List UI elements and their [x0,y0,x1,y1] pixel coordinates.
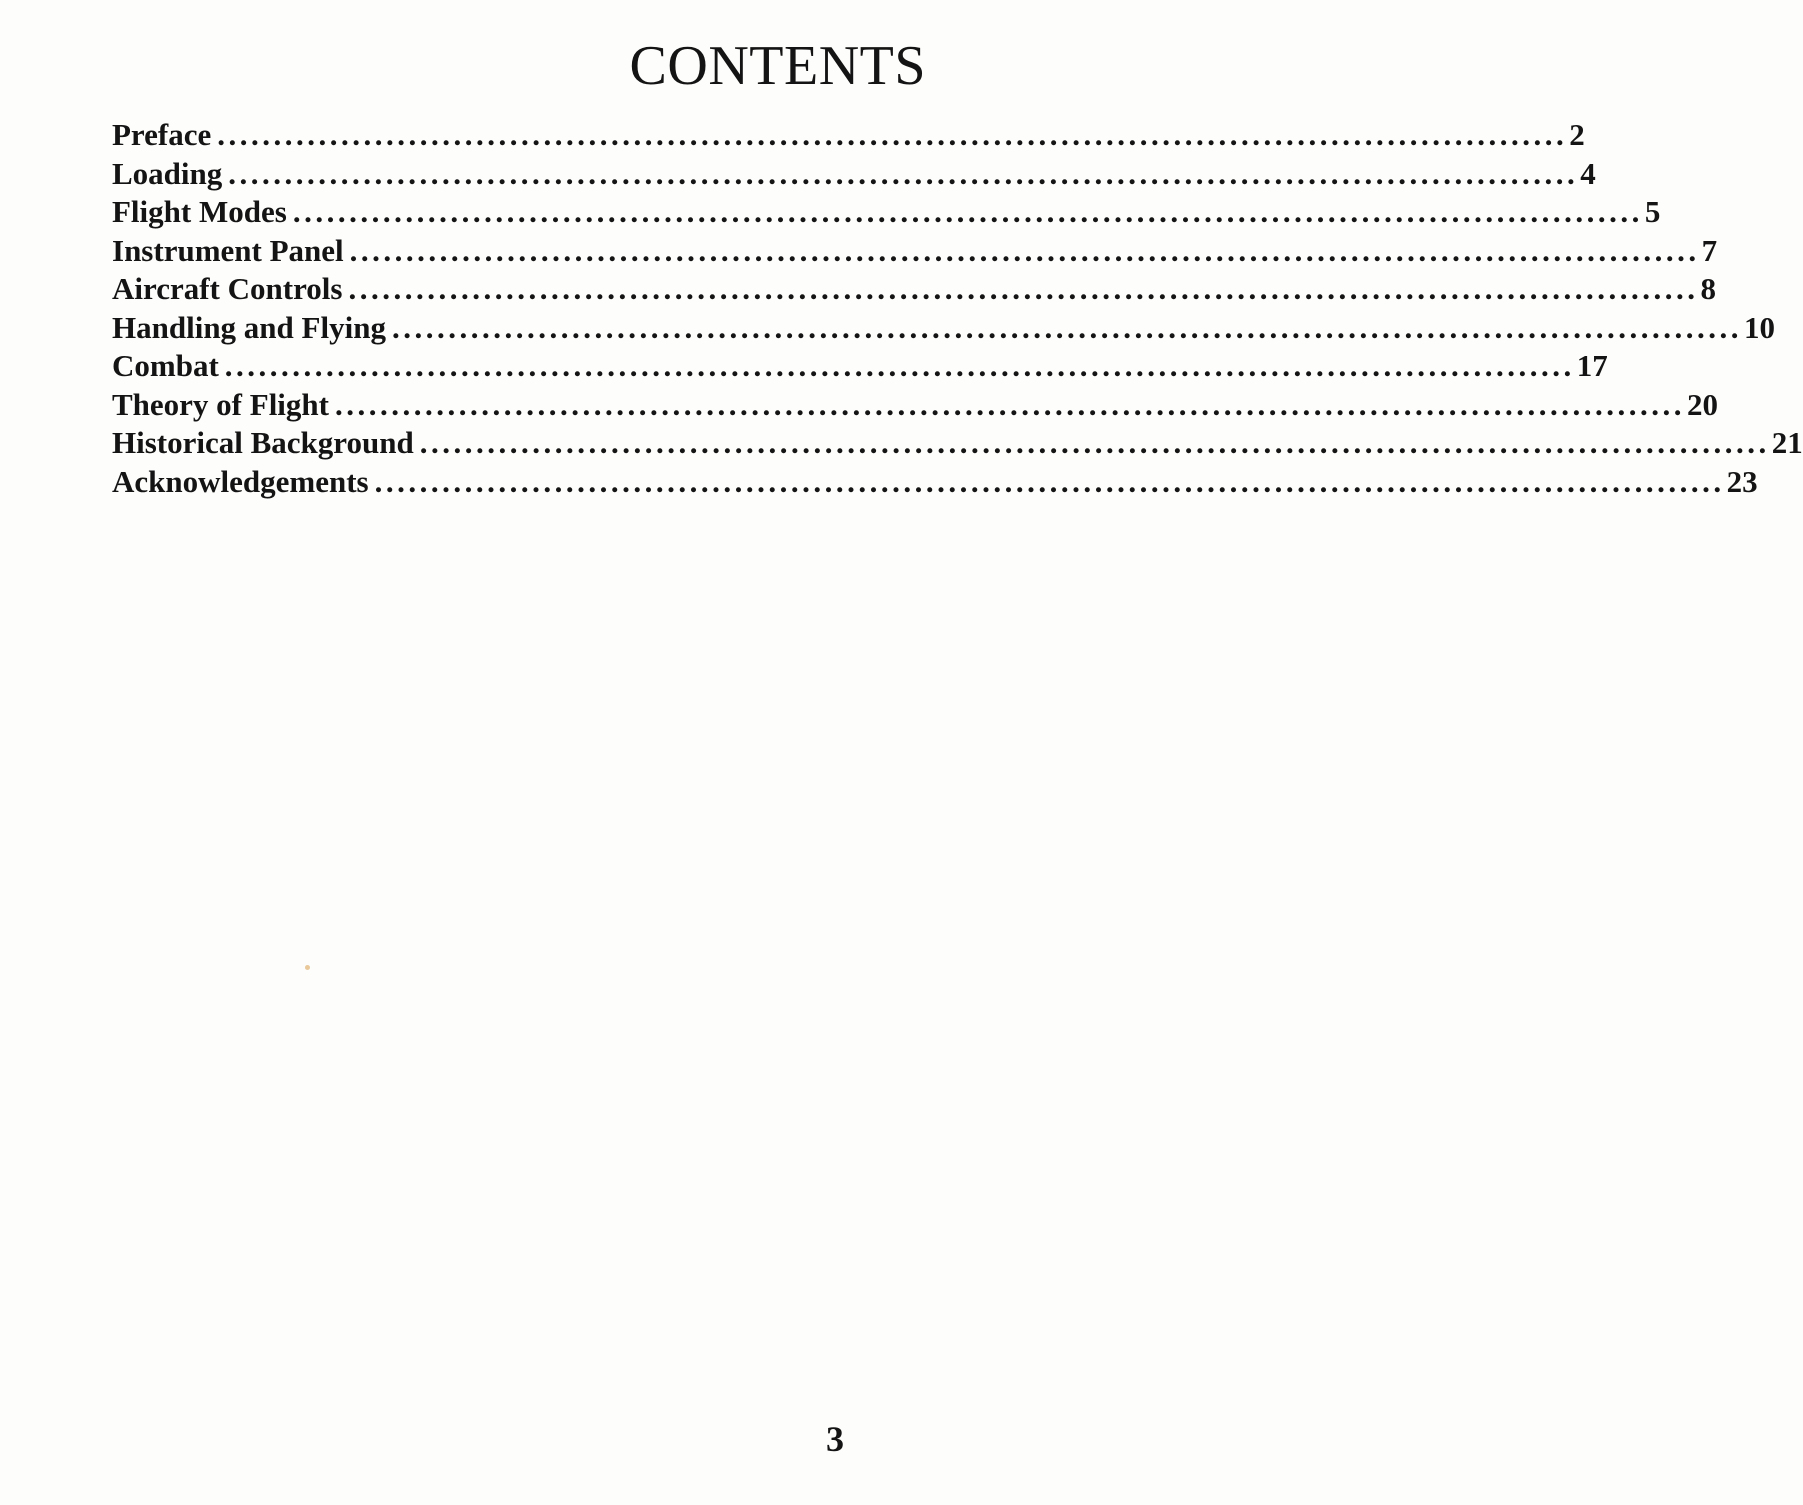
toc-dot-leader: ........................................................................................................................ [348,271,1699,306]
toc-entry-label: Combat [112,348,219,383]
toc-entry-label: Instrument Panel [112,232,344,268]
toc-entry [112,347,1608,386]
toc-dot-leader: ........................................................................................................................ [335,386,1685,422]
page-title: CONTENTS [629,35,926,97]
toc-dot-leader: ........................................................................................................................ [228,155,1579,191]
toc-entry [112,309,1775,348]
toc-entry [112,232,1718,271]
toc-entry-page: 17 [1576,348,1608,383]
toc-dot-leader: ........................................................................................................................ [292,194,1643,229]
toc-entry-label: Acknowledgements [112,463,369,499]
page-number: 3 [826,1419,844,1459]
toc-entry [112,155,1596,194]
toc-entry-page: 7 [1701,232,1718,268]
toc-entry-page: 2 [1569,117,1585,152]
toc-entry-page: 8 [1700,271,1716,306]
toc-entry [112,270,1716,309]
toc-entry-label: Flight Modes [112,194,287,229]
toc-entry [112,193,1661,232]
toc-entry [112,424,1803,463]
toc-entry-label: Handling and Flying [112,309,386,345]
toc-entry-label: Preface [112,117,212,152]
toc-entry-label: Aircraft Controls [112,271,343,306]
toc-entry-label: Loading [112,155,223,191]
toc-entry [112,386,1718,425]
toc-dot-leader: ........................................................................................................................ [224,348,1575,383]
toc-entry-page: 5 [1644,194,1661,229]
toc-dot-leader: ........................................................................................................................ [217,117,1568,152]
toc-dot-leader: ........................................................................................................................ [419,425,1770,460]
toc-entry-page: 20 [1687,386,1718,422]
toc-entry-page: 21 [1771,425,1803,460]
toc-dot-leader: ........................................................................................................................ [349,232,1700,268]
toc-entry-page: 4 [1580,155,1596,191]
toc-dot-leader: ........................................................................................................................ [391,309,1742,345]
toc-entry-page: 10 [1743,309,1775,345]
toc-entry-label: Theory of Flight [112,386,329,422]
toc-dot-leader: ........................................................................................................................ [374,463,1725,499]
table-of-contents [112,116,1803,501]
toc-entry-label: Historical Background [112,425,414,460]
toc-entry [112,116,1585,155]
toc-entry-page: 23 [1726,463,1758,499]
toc-entry [112,463,1758,502]
paper-speck [305,965,310,970]
